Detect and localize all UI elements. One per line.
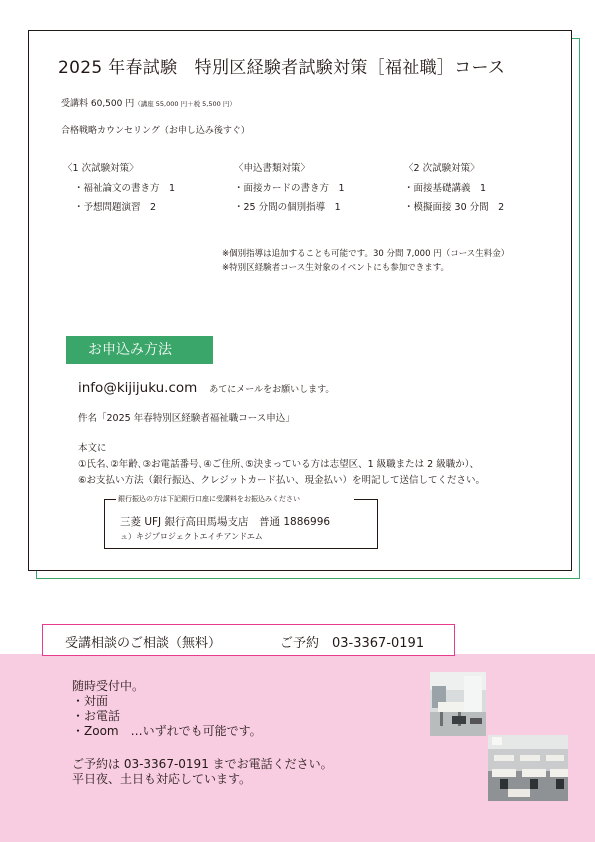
column-item: ・面接カードの書き方 1 xyxy=(234,183,345,194)
classroom-photo xyxy=(488,735,568,801)
column-item: ・予想問題演習 2 xyxy=(74,202,157,213)
fee-note: （講座 55,000 円＋税 5,500 円） xyxy=(134,100,236,108)
column-item: ・面接基礎講義 1 xyxy=(404,183,487,194)
counseling: 合格戦略カウンセリング（お申し込み後すぐ） xyxy=(61,126,250,136)
column-item: ・模擬面接 30 分間 2 xyxy=(404,202,505,213)
email-suffix: あてにメールをお願いします。 xyxy=(209,385,335,395)
body-line: ①氏名､②年齢､③お電話番号､④ご住所､⑤決まっている方は志望区、1 級職または 2 級職か）、 xyxy=(78,459,479,470)
fee-main: 受講料 60,500 円 xyxy=(61,99,135,109)
divider xyxy=(354,499,378,500)
pink-closing: 平日夜、土日も対応しています。 xyxy=(72,772,252,786)
pink-line: ・対面 xyxy=(72,694,109,708)
pink-line: ・お電話 xyxy=(72,709,121,723)
column-item: ・25 分間の個別指導 1 xyxy=(234,202,341,213)
page-title: 2025 年春試験 特別区経験者試験対策［福祉職］コース xyxy=(58,58,506,78)
pink-line: ・Zoom …いずれでも可能です。 xyxy=(72,724,262,738)
bank-account: 三菱 UFJ 銀行高田馬場支店 普通 1886996 xyxy=(120,516,331,528)
pink-line: 随時受付中。 xyxy=(72,679,145,693)
body-label: 本文に xyxy=(78,443,107,454)
bank-holder: ュ）キジプロジェクトエイチアンドエム xyxy=(120,532,263,541)
column-item: ・福祉論文の書き方 1 xyxy=(74,183,176,194)
divider xyxy=(104,499,116,500)
classroom-photo xyxy=(430,672,486,736)
column-heading-1: 〈1 次試験対策〉 xyxy=(63,163,139,174)
note-line: ※個別指導は追加することも可能です。30 分間 7,000 円（コース生料金） xyxy=(222,249,510,259)
note-line: ※特別区経験者コース生対象のイベントにも参加できます。 xyxy=(222,263,450,273)
bank-caption: 銀行振込の方は下記銀行口座に受講料をお振込みください xyxy=(118,495,300,503)
course-frame xyxy=(28,30,572,571)
column-heading-3: 〈2 次試験対策〉 xyxy=(404,163,480,174)
email-row xyxy=(78,377,334,396)
pink-closing: ご予約は 03-3367-0191 までお電話ください。 xyxy=(72,757,333,771)
consult-phone[interactable]: ご予約 03-3367-0191 xyxy=(280,636,425,651)
apply-heading: お申込み方法 xyxy=(66,336,213,364)
column-heading-2: 〈申込書類対策〉 xyxy=(234,163,311,174)
fee xyxy=(61,96,236,109)
body-line: ⑥お支払い方法（銀行振込、クレジットカード払い、現金払い）を明記して送信してください。 xyxy=(78,475,485,486)
consult-title: 受講相談のご相談（無料） xyxy=(65,636,222,651)
email-subject: 件名「2025 年春特別区経験者福祉職コース申込」 xyxy=(78,413,295,424)
email-address[interactable]: info@kijijuku.com xyxy=(78,380,198,396)
